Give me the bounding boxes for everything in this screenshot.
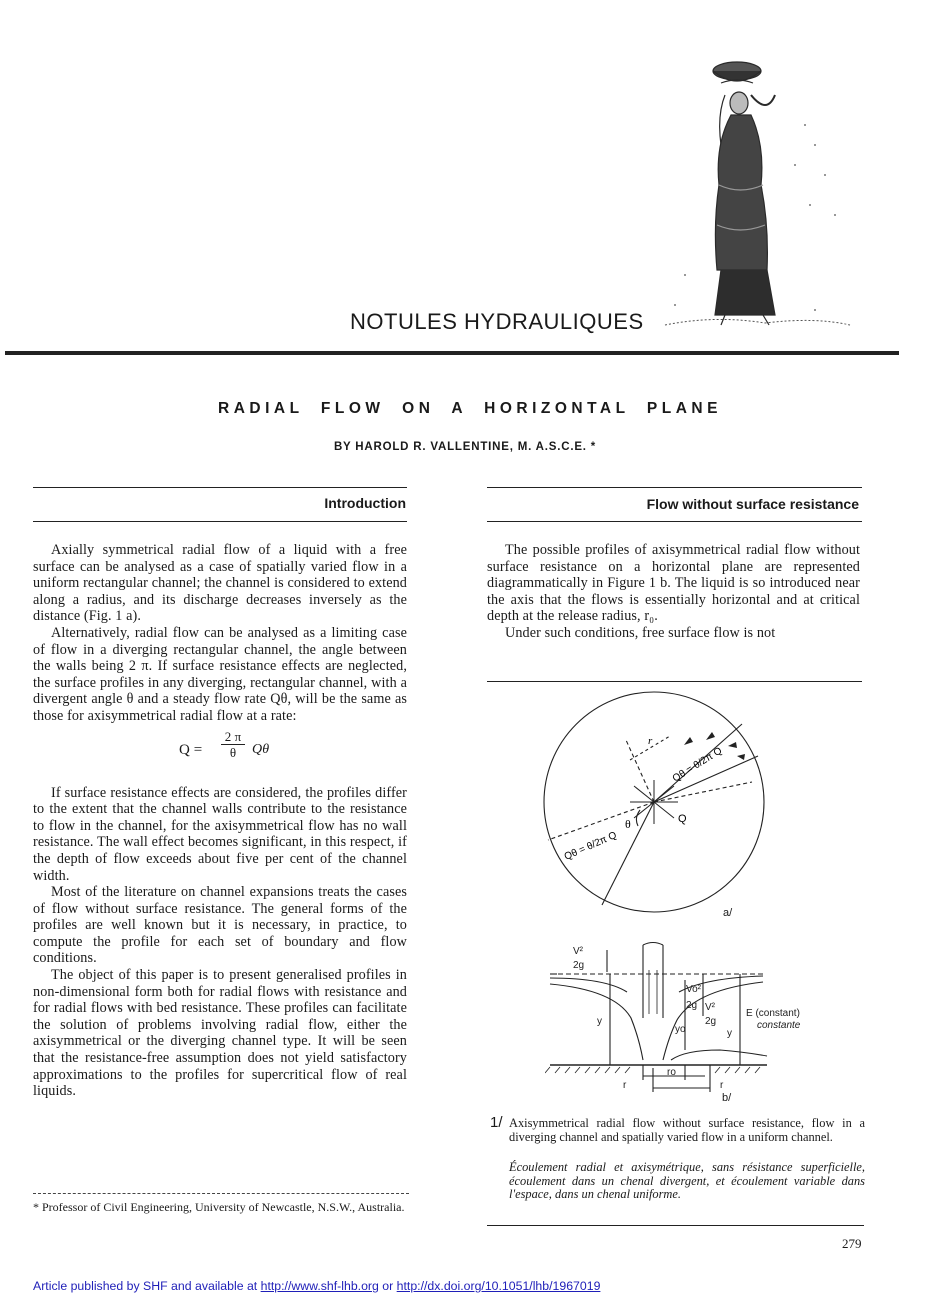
footnote-rule [33, 1193, 409, 1194]
footer-middle: or [378, 1279, 397, 1293]
vo2-label: Vo² [686, 984, 702, 995]
left-column-text [33, 542, 407, 1100]
left-paragraph-2: Alternatively, radial flow can be analysed as a limiting case of flow in a diverging rectangular channel, the angle between the walls being 2 π. If surface resistance effects are neglected, the surface profiles in any diverging, rectangular channel, with a divergent angle θ and a steady flow rate Qθ, will be the same as those for axisymmetrical radial flow at a rate: [33, 624, 407, 724]
header-rule [5, 351, 899, 355]
left-paragraph-1: Axially symmetrical radial flow of a liquid with a free surface can be analysed as a case of spatially varied flow in a uniform rectangular channel; the channel is considered to extend along a radius, and its discharge decreases inversely as the distance (Fig. 1 a). [33, 542, 407, 625]
v2-label-2: V² [705, 1002, 715, 1013]
footer-prefix: Article published by SHF and available at [33, 1279, 261, 1293]
caption-french: Écoulement radial et axisymétrique, sans résistance superficielle, écoulement dans un chenal divergent, et écoulement variable dans l'espace, dans un chenal uniforme. [509, 1160, 865, 1202]
e-label-fr: constante [757, 1020, 801, 1031]
figure-label-b: b/ [722, 1092, 732, 1104]
left-heading-rule-top [33, 487, 407, 488]
equation [33, 725, 407, 775]
figure-1b [545, 940, 835, 1100]
r-label: r [648, 735, 653, 747]
q-theta-label-lower: Qθ = θ/2π Q [562, 829, 619, 863]
right-paragraph-1: The possible profiles of axisymmetrical radial flow without surface resistance on a horizontal plane are represented diagrammatically in Figure 1 b. The liquid is so introduced near the axis that the flows is essentially horizontal and at critical depth at the release radius, r₀. [487, 542, 860, 625]
right-heading-rule-bottom [487, 521, 862, 522]
y-label-right: y [727, 1028, 732, 1039]
e-label: E (constant) [746, 1008, 800, 1019]
g2-label-2: 2g [686, 1000, 698, 1011]
r-label-right: r [720, 1080, 724, 1091]
section-title: NOTULES HYDRAULIQUES [350, 309, 644, 334]
right-heading-rule-top [487, 487, 862, 488]
right-paragraph-2: Under such conditions, free surface flow is not [505, 624, 776, 641]
yo-label: yo [675, 1024, 686, 1035]
footer-link-doi[interactable]: http://dx.doi.org/10.1051/lhb/1967019 [396, 1279, 601, 1293]
equation-rhs: Qθ [252, 741, 270, 757]
caption-english: Axisymmetrical radial flow without surface resistance, flow in a diverging channel and spatially varied flow in a uniform channel. [509, 1116, 865, 1144]
caption-rule-bottom [487, 1225, 864, 1226]
right-column-text [487, 542, 860, 642]
left-heading-rule-bottom [33, 521, 407, 522]
publication-footer [33, 1279, 600, 1293]
figure-label-a: a/ [723, 907, 733, 919]
figure-rule-top [487, 681, 862, 682]
ro-label: ro [667, 1067, 676, 1078]
left-paragraph-5: The object of this paper is to present generalised profiles in non-dimensional form both for radial flows with resistance and for radial flows with bed resistance. These profiles can facilitate the solution of problems involving radial flow, either the axisymmetrical or the diverging channel type. It will be seen that the resistance-free assumption does not yield satisfactory approximations to the profiles for supercritical flow of real liquids. [33, 967, 407, 1100]
theta-label: θ [625, 817, 631, 831]
equation-denominator: θ [229, 744, 237, 760]
q-label: Q [678, 813, 687, 825]
left-paragraph-3: If surface resistance effects are considered, the profiles differ to the extent that the channel walls contribute to the resistance to flow in the channel, for the axisymmetrical flow has no wall resistance. The wall effect becomes significant, in this respect, if the depth of flow exceeds about five per cent of the channel width. [33, 784, 407, 884]
figure-1a [530, 690, 770, 925]
equation-lhs: Q = [179, 741, 203, 758]
right-heading: Flow without surface resistance [646, 496, 859, 512]
v2-label-1: V² [573, 946, 583, 957]
page-number: 279 [842, 1236, 862, 1251]
left-heading: Introduction [324, 495, 406, 511]
article-byline: BY HAROLD R. VALLENTINE, M. A.S.C.E. * [333, 441, 597, 453]
caption-number: 1/ [490, 1114, 503, 1131]
r-label-left: r [623, 1080, 627, 1091]
y-label-left: y [597, 1016, 602, 1027]
g2-label-3: 2g [705, 1016, 717, 1027]
footnote: * Professor of Civil Engineering, University of Newcastle, N.S.W., Australia. [33, 1200, 405, 1214]
equation-fraction [221, 729, 245, 760]
footer-link-shf[interactable]: http://www.shf-lhb.org [260, 1279, 379, 1293]
article-title: RADIAL FLOW ON A HORIZONTAL PLANE [218, 400, 722, 417]
header-illustration [655, 55, 855, 340]
g2-label-1: 2g [573, 960, 585, 971]
q-theta-label-upper: Qθ = θ/2π Q [670, 745, 725, 785]
left-paragraph-4: Most of the literature on channel expansions treats the cases of flow without surface resistance. The general forms of the profiles are well known but it is necessary, in practice, to compute the profile for each set of boundary and flow conditions. [33, 884, 407, 967]
equation-numerator: 2 π [221, 729, 245, 745]
